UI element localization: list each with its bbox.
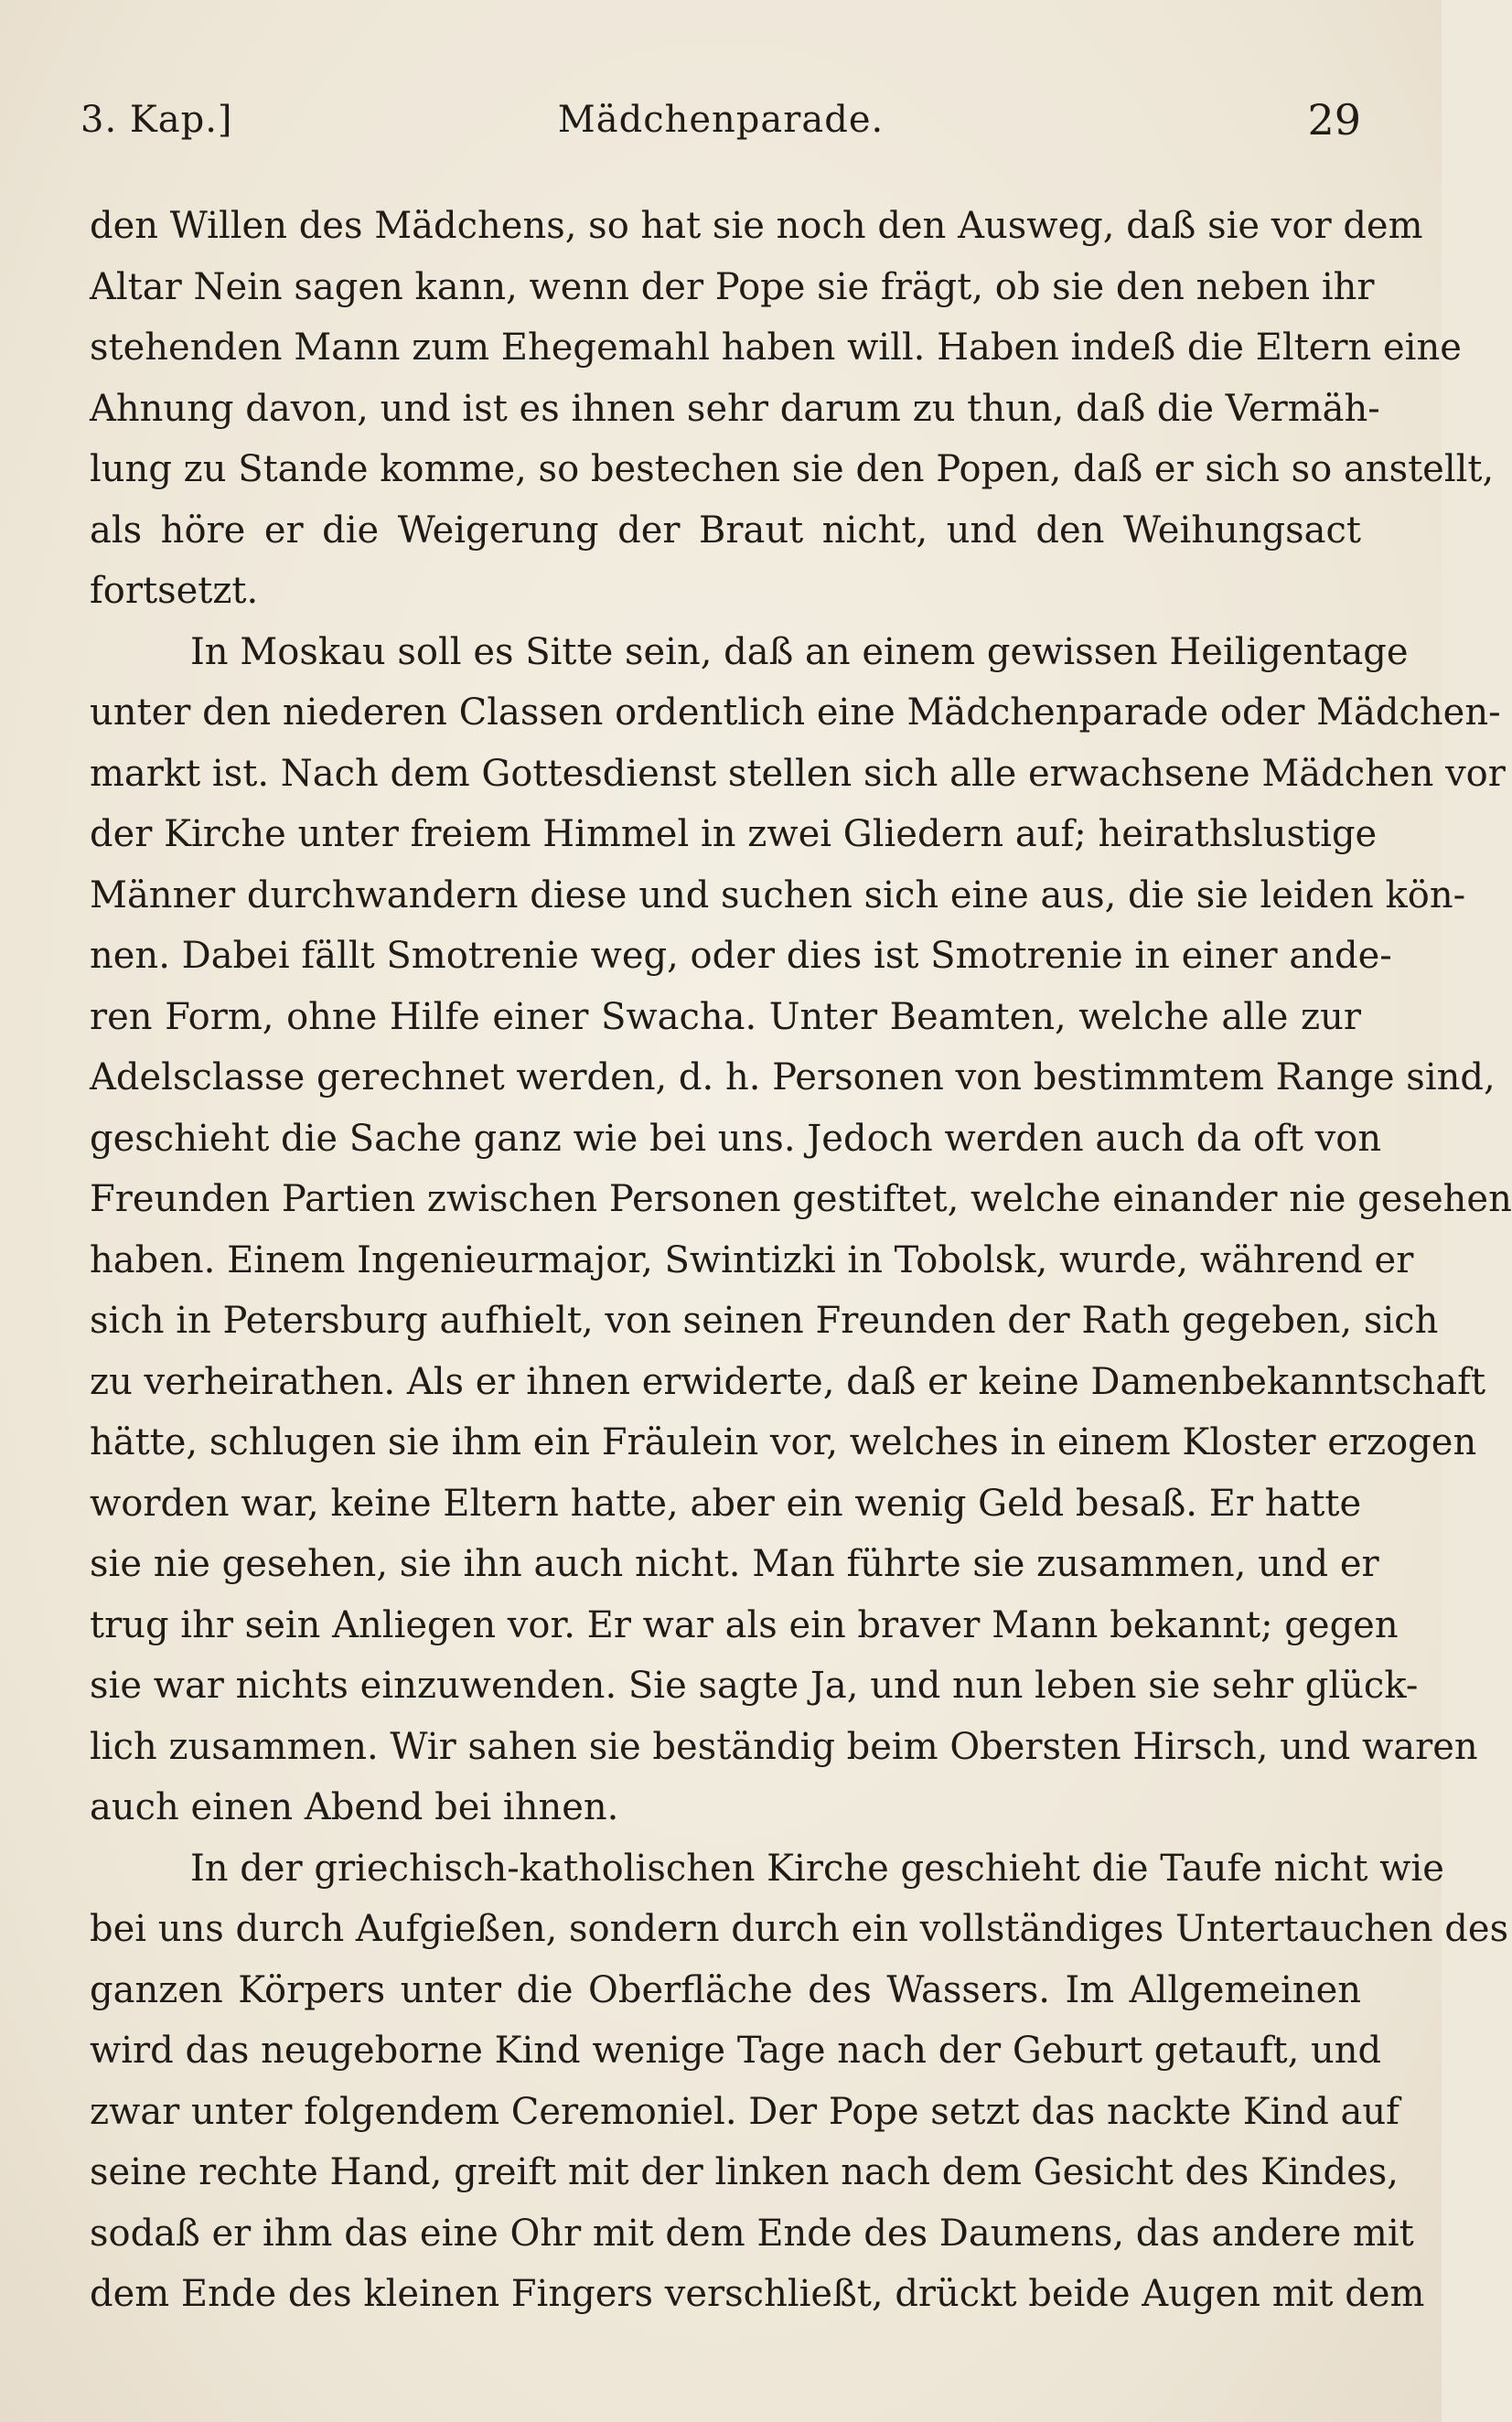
text-line: ganzen Körpers unter die Oberfläche des Wassers. Im Allgemeinen bbox=[90, 1968, 1361, 2011]
text-line: haben. Einem Ingenieurmajor, Swintizki in Tobolsk, wurde, während er bbox=[90, 1238, 1414, 1281]
text-line: Adelsclasse gerechnet werden, d. h. Personen von bestimmtem Range sind, bbox=[90, 1056, 1496, 1098]
text-line: fortsetzt. bbox=[90, 570, 259, 612]
text-line: lung zu Stande komme, so bestechen sie den Popen, daß er sich so anstellt, bbox=[90, 448, 1495, 490]
text-line: auch einen Abend bei ihnen. bbox=[90, 1786, 619, 1828]
text-line: sie nie gesehen, sie ihn auch nicht. Man führte sie zusammen, und er bbox=[90, 1543, 1379, 1585]
running-header bbox=[80, 95, 1361, 154]
text-line: Altar Nein sagen kann, wenn der Pope sie frägt, ob sie den neben ihr bbox=[90, 265, 1375, 308]
text-line: geschieht die Sache ganz wie bei uns. Jedoch werden auch da oft von bbox=[90, 1117, 1382, 1160]
text-line: dem Ende des kleinen Fingers verschließt, drückt beide Augen mit dem bbox=[90, 2273, 1425, 2315]
text-line: nen. Dabei fällt Smotrenie weg, oder dies ist Smotrenie in einer ande- bbox=[90, 935, 1392, 977]
text-line: zu verheirathen. Als er ihnen erwiderte, daß er keine Damenbekanntschaft bbox=[90, 1360, 1486, 1403]
text-line: unter den niederen Classen ordentlich eine Mädchenparade oder Mädchen- bbox=[90, 691, 1501, 734]
text-line: seine rechte Hand, greift mit der linken nach dem Gesicht des Kindes, bbox=[90, 2151, 1399, 2193]
text-line: lich zusammen. Wir sahen sie beständig beim Obersten Hirsch, und waren bbox=[90, 1725, 1478, 1768]
running-title: Mädchenparade. bbox=[557, 99, 885, 141]
text-line: Freunden Partien zwischen Personen gestiftet, welche einander nie gesehen bbox=[90, 1178, 1512, 1220]
text-line: den Willen des Mädchens, so hat sie noch den Ausweg, daß sie vor dem bbox=[90, 205, 1423, 247]
text-line: sie war nichts einzuwenden. Sie sagte Ja, und nun leben sie sehr glück- bbox=[90, 1665, 1419, 1707]
text-line: worden war, keine Eltern hatte, aber ein wenig Geld besaß. Er hatte bbox=[90, 1482, 1362, 1525]
text-line: zwar unter folgendem Ceremoniel. Der Pope setzt das nackte Kind auf bbox=[90, 2090, 1399, 2133]
paragraph-start-line: In der griechisch-katholischen Kirche geschieht die Taufe nicht wie bbox=[190, 1847, 1444, 1890]
chapter-reference: 3. Kap.] bbox=[80, 99, 233, 141]
text-line: sodaß er ihm das eine Ohr mit dem Ende des Daumens, das andere mit bbox=[90, 2212, 1414, 2255]
text-line: der Kirche unter freiem Himmel in zwei Gliedern auf; heirathslustige bbox=[90, 813, 1378, 855]
text-line: Ahnung davon, und ist es ihnen sehr darum zu thun, daß die Vermäh- bbox=[90, 387, 1380, 430]
page-number: 29 bbox=[1307, 95, 1361, 145]
text-line: bei uns durch Aufgießen, sondern durch ein vollständiges Untertauchen des bbox=[90, 1908, 1509, 1950]
text-line: als höre er die Weigerung der Braut nicht, und den Weihungsact bbox=[90, 509, 1361, 552]
text-line: ren Form, ohne Hilfe einer Swacha. Unter Beamten, welche alle zur bbox=[90, 995, 1361, 1038]
text-line: wird das neugeborne Kind wenige Tage nach der Geburt getauft, und bbox=[90, 2030, 1382, 2072]
body-text bbox=[90, 196, 1512, 2325]
text-line: Männer durchwandern diese und suchen sich eine aus, die sie leiden kön- bbox=[90, 873, 1466, 916]
text-line: hätte, schlugen sie ihm ein Fräulein vor, welches in einem Kloster erzogen bbox=[90, 1421, 1477, 1463]
text-line: markt ist. Nach dem Gottesdienst stellen sich alle erwachsene Mädchen vor bbox=[90, 752, 1506, 795]
text-line: stehenden Mann zum Ehegemahl haben will. Haben indeß die Eltern eine bbox=[90, 327, 1462, 369]
text-line: trug ihr sein Anliegen vor. Er war als ein braver Mann bekannt; gegen bbox=[90, 1603, 1399, 1646]
paragraph-start-line: In Moskau soll es Sitte sein, daß an einem gewissen Heiligentage bbox=[190, 630, 1409, 673]
text-line: sich in Petersburg aufhielt, von seinen Freunden der Rath gegeben, sich bbox=[90, 1300, 1439, 1342]
